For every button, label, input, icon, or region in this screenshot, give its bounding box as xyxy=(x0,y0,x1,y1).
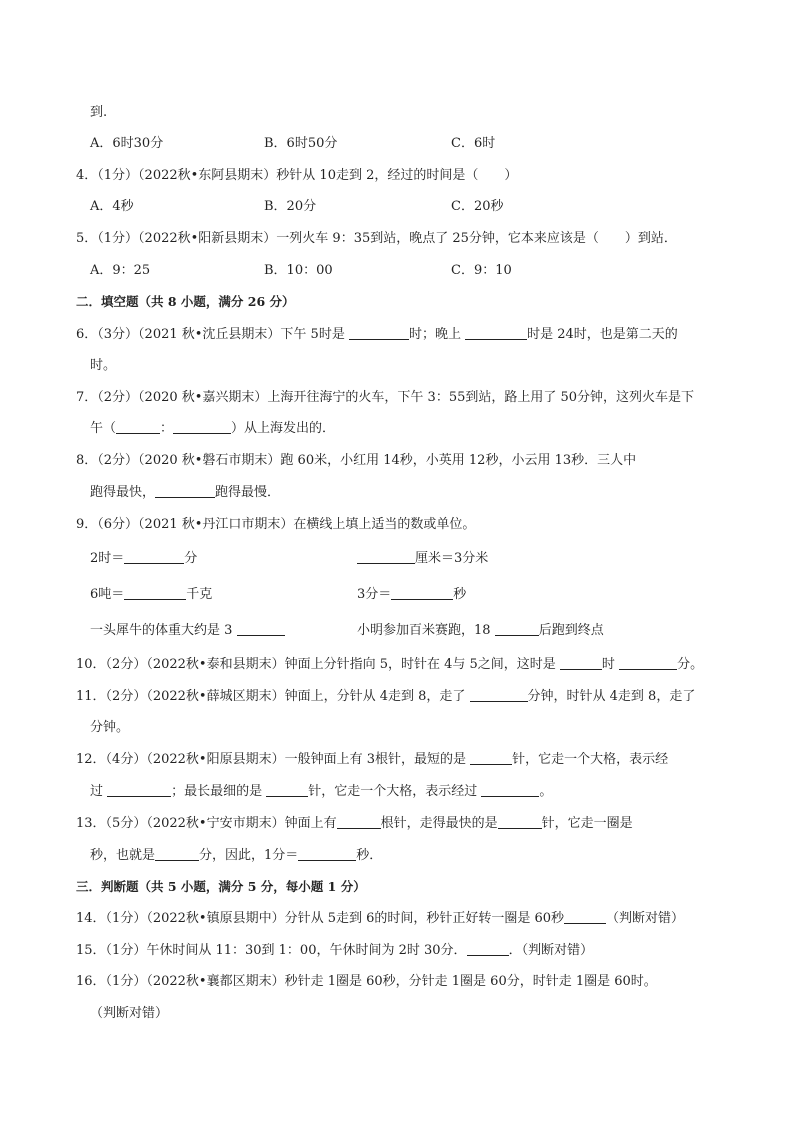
q3-option-c: C．6时 xyxy=(451,136,496,151)
q15-line-1: 15．（1分）午休时间从 11：30到 1：00，午休时间为 2时 30分． ．（判断对错） xyxy=(76,943,594,958)
q7-line-1: 7．（2分）（2020 秋•嘉兴期末）上海开往海宁的火车，下午 3：55到站，路上用了 50分钟，这列火车是下 xyxy=(76,390,695,405)
q11-line-2: 分钟。 xyxy=(90,720,130,735)
q14-line-1: 14．（1分）（2022秋•镇原县期中）分针从 5走到 6的时间，秒针正好转一圈是 60秒 （判断对错） xyxy=(76,911,685,926)
q9-blank-1[interactable] xyxy=(124,549,184,564)
q5-option-a: A．9：25 xyxy=(90,263,151,278)
q9-row1-left: 2时＝ 分 xyxy=(90,551,198,566)
q9-row3-right: 小明参加百米赛跑，18 后跑到终点 xyxy=(357,623,604,638)
q8-line-1: 8．（2分）（2020 秋•磐石市期末）跑 60米，小红用 14秒，小英用 12秒，小云用 13秒．三人中 xyxy=(76,453,637,468)
q6-line-2: 时。 xyxy=(90,358,117,373)
q14-blank[interactable] xyxy=(564,909,606,924)
q3-option-a: A．6时30分 xyxy=(90,136,164,151)
q15-blank[interactable] xyxy=(467,941,509,956)
q9-blank-4[interactable] xyxy=(391,585,453,600)
q13-blank-2[interactable] xyxy=(498,814,542,829)
q6-blank-2[interactable] xyxy=(465,325,527,340)
q10-blank-1[interactable] xyxy=(560,655,602,670)
q4-option-c: C．20秒 xyxy=(451,199,504,214)
q13-line-1: 13．（5分）（2022秋•宁安市期末）钟面上有 根针，走得最快的是 针，它走一圈是 xyxy=(76,816,633,831)
q7-line-2: 午（ ： ）从上海发出的． xyxy=(90,421,336,436)
q13-blank-1[interactable] xyxy=(337,814,381,829)
q9-blank-5[interactable] xyxy=(237,621,285,636)
q9-row3-left: 一头犀牛的体重大约是 3 xyxy=(90,621,285,641)
q13-blank-3[interactable] xyxy=(155,846,199,861)
section-2-heading: 二．填空题（共 8 小题，满分 26 分） xyxy=(76,294,295,309)
q11-blank[interactable] xyxy=(470,687,528,702)
q12-blank-4[interactable] xyxy=(481,782,539,797)
q6-line-1: 6．（3分）（2021 秋•沈丘县期末）下午 5时是 时；晚上 时是 24时，也是第二天的 xyxy=(76,327,678,342)
q13-blank-4[interactable] xyxy=(298,846,356,861)
q9-blank-2[interactable] xyxy=(357,549,415,564)
q4-stem: 4．（1分）（2022秋•东阿县期末）秒针从 10走到 2，经过的时间是（ ） xyxy=(76,168,518,183)
q12-blank-1[interactable] xyxy=(470,750,512,765)
q11-line-1: 11．（2分）（2022秋•薛城区期末）钟面上，分针从 4走到 8，走了 分钟，时针从 4走到 8，走了 xyxy=(76,689,696,704)
q9-row2-left: 6吨＝ 千克 xyxy=(90,587,213,602)
q3-tail: 到. xyxy=(90,105,108,120)
q16-line-1: 16．（1分）（2022秋•襄都区期末）秒针走 1圈是 60秒，分针走 1圈是 60分，时针走 1圈是 60时。 xyxy=(76,974,657,989)
q10-blank-2[interactable] xyxy=(619,655,677,670)
q12-line-1: 12．（4分）（2022秋•阳原县期末）一般钟面上有 3根针，最短的是 针，它走一个大格，表示经 xyxy=(76,752,669,767)
q9-stem: 9．（6分）（2021 秋•丹江口市期末）在横线上填上适当的数或单位。 xyxy=(76,517,476,532)
q4-option-a: A．4秒 xyxy=(90,199,134,214)
q3-option-b: B．6时50分 xyxy=(264,136,338,151)
q5-stem: 5．（1分）（2022秋•阳新县期末）一列火车 9：35到站，晚点了 25分钟，它本来应该是（ ）到站． xyxy=(76,231,677,246)
q9-row2-right: 3分＝ 秒 xyxy=(357,587,467,602)
q13-line-2: 秒，也就是 分，因此，1分＝ 秒． xyxy=(90,848,383,863)
q16-line-2: （判断对错） xyxy=(90,1006,169,1021)
q5-option-b: B．10：00 xyxy=(264,263,333,278)
q5-option-c: C．9：10 xyxy=(451,263,512,278)
q12-blank-2[interactable] xyxy=(107,782,171,797)
q9-row1-right: 厘米＝3分米 xyxy=(357,549,488,569)
section-3-heading: 三．判断题（共 5 小题，满分 5 分，每小题 1 分） xyxy=(76,879,366,894)
q10-line-1: 10．（2分）（2022秋•泰和县期末）钟面上分针指向 5，时针在 4与 5之间，这时是 时 分。 xyxy=(76,657,704,672)
q9-blank-6[interactable] xyxy=(495,621,539,636)
q8-blank[interactable] xyxy=(155,483,215,498)
q7-blank-hour[interactable] xyxy=(116,419,160,434)
q8-line-2: 跑得最快， 跑得最慢． xyxy=(90,485,281,500)
q7-blank-minute[interactable] xyxy=(173,419,231,434)
q4-option-b: B．20分 xyxy=(264,199,317,214)
q12-line-2: 过 ；最长最细的是 针，它走一个大格，表示经过 。 xyxy=(90,784,553,799)
q6-blank-1[interactable] xyxy=(349,325,409,340)
q12-blank-3[interactable] xyxy=(266,782,308,797)
q9-blank-3[interactable] xyxy=(124,585,186,600)
